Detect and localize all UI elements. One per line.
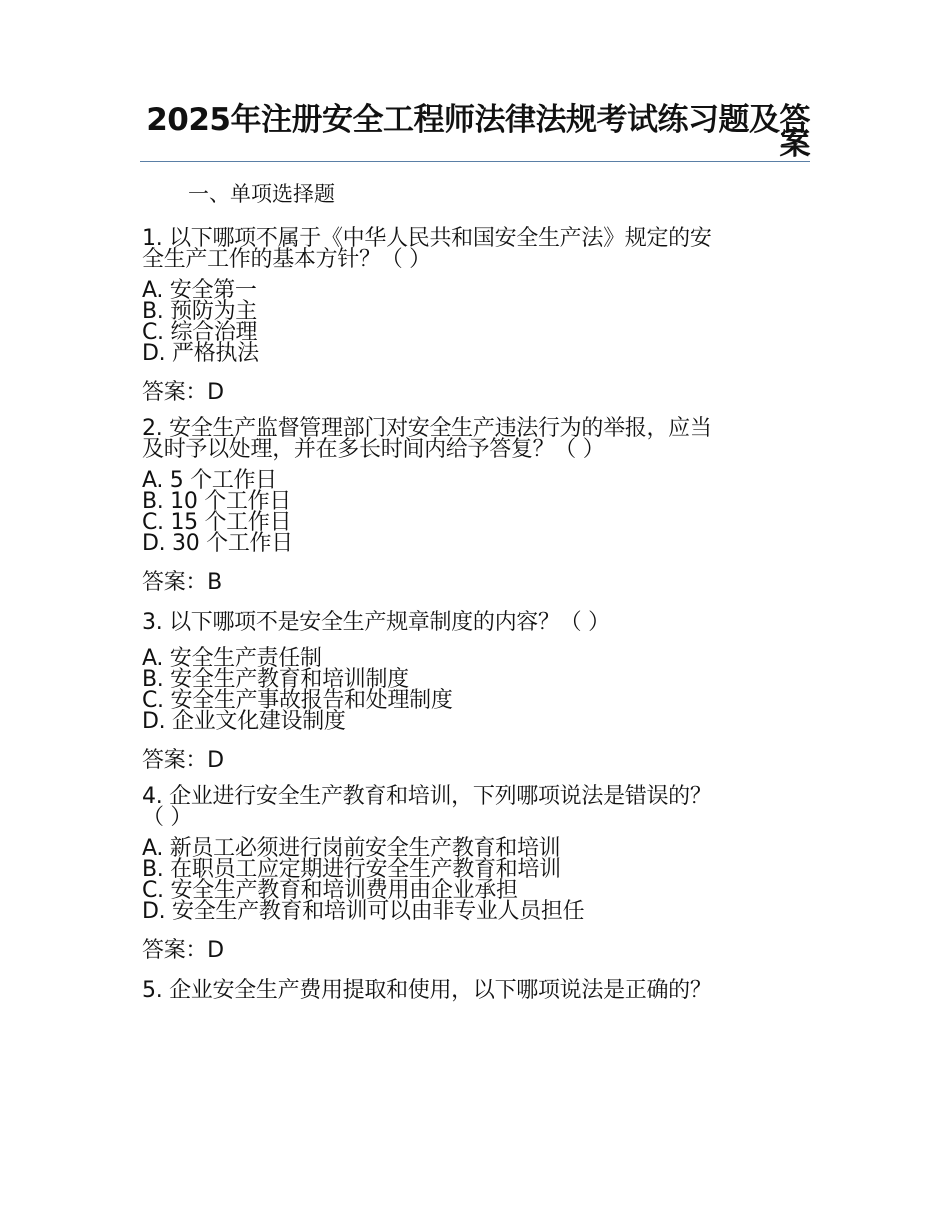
question-1-stem-line-2: 全生产工作的基本方针？（ ）	[142, 247, 431, 272]
question-4-options	[142, 838, 802, 922]
question-4-stem-line-2: （ ）	[142, 805, 193, 830]
question-5	[142, 976, 802, 1006]
question-5-stem	[142, 976, 802, 1006]
question-3-answer: 答案：D	[142, 748, 224, 773]
question-3-option-c: C. 安全生产事故报告和处理制度	[142, 688, 453, 713]
question-4	[142, 786, 802, 966]
question-3-option-b: B. 安全生产教育和培训制度	[142, 667, 409, 692]
question-1-option-a: A. 安全第一	[142, 278, 257, 303]
question-4-option-a: A. 新员工必须进行岗前安全生产教育和培训	[142, 836, 561, 861]
question-2-stem	[142, 418, 802, 460]
question-2-option-d: D. 30 个工作日	[142, 531, 293, 556]
question-2-answer: 答案：B	[142, 570, 222, 595]
question-4-stem	[142, 786, 802, 828]
question-2-stem-line-1: 2. 安全生产监督管理部门对安全生产违法行为的举报，应当	[142, 416, 712, 441]
question-2-options	[142, 470, 802, 554]
question-list	[142, 228, 802, 1016]
question-3	[142, 608, 802, 776]
question-1	[142, 228, 802, 408]
question-4-option-c: C. 安全生产教育和培训费用由企业承担	[142, 878, 518, 903]
question-4-option-b: B. 在职员工应定期进行安全生产教育和培训	[142, 857, 561, 882]
question-1-option-d: D. 严格执法	[142, 341, 259, 366]
question-1-answer: 答案：D	[142, 380, 224, 405]
section-heading: 一、单项选择题	[188, 182, 335, 206]
question-3-stem-line-1: 3. 以下哪项不是安全生产规章制度的内容？（ ）	[142, 610, 610, 635]
question-2-option-c: C. 15 个工作日	[142, 510, 292, 535]
question-4-answer: 答案：D	[142, 938, 224, 963]
question-1-option-b: B. 预防为主	[142, 299, 257, 324]
question-3-option-d: D. 企业文化建设制度	[142, 709, 346, 734]
question-1-stem-line-1: 1. 以下哪项不属于《中华人民共和国安全生产法》规定的安	[142, 226, 712, 251]
document-title: 2025年注册安全工程师法律法规考试练习题及答案	[146, 102, 810, 162]
question-5-stem-line-1: 5. 企业安全生产费用提取和使用，以下哪项说法是正确的？	[142, 978, 712, 1003]
question-3-options	[142, 648, 802, 732]
question-2	[142, 418, 802, 598]
question-4-stem-line-1: 4. 企业进行安全生产教育和培训，下列哪项说法是错误的？	[142, 784, 712, 809]
question-2-option-b: B. 10 个工作日	[142, 489, 292, 514]
question-1-options	[142, 280, 802, 364]
question-3-stem	[142, 608, 802, 638]
question-1-stem	[142, 228, 802, 270]
question-2-option-a: A. 5 个工作日	[142, 468, 277, 493]
question-4-option-d: D. 安全生产教育和培训可以由非专业人员担任	[142, 899, 585, 924]
title-underline	[140, 161, 810, 162]
question-3-option-a: A. 安全生产责任制	[142, 646, 322, 671]
question-2-stem-line-2: 及时予以处理，并在多长时间内给予答复？（ ）	[142, 437, 605, 462]
question-1-option-c: C. 综合治理	[142, 320, 258, 345]
